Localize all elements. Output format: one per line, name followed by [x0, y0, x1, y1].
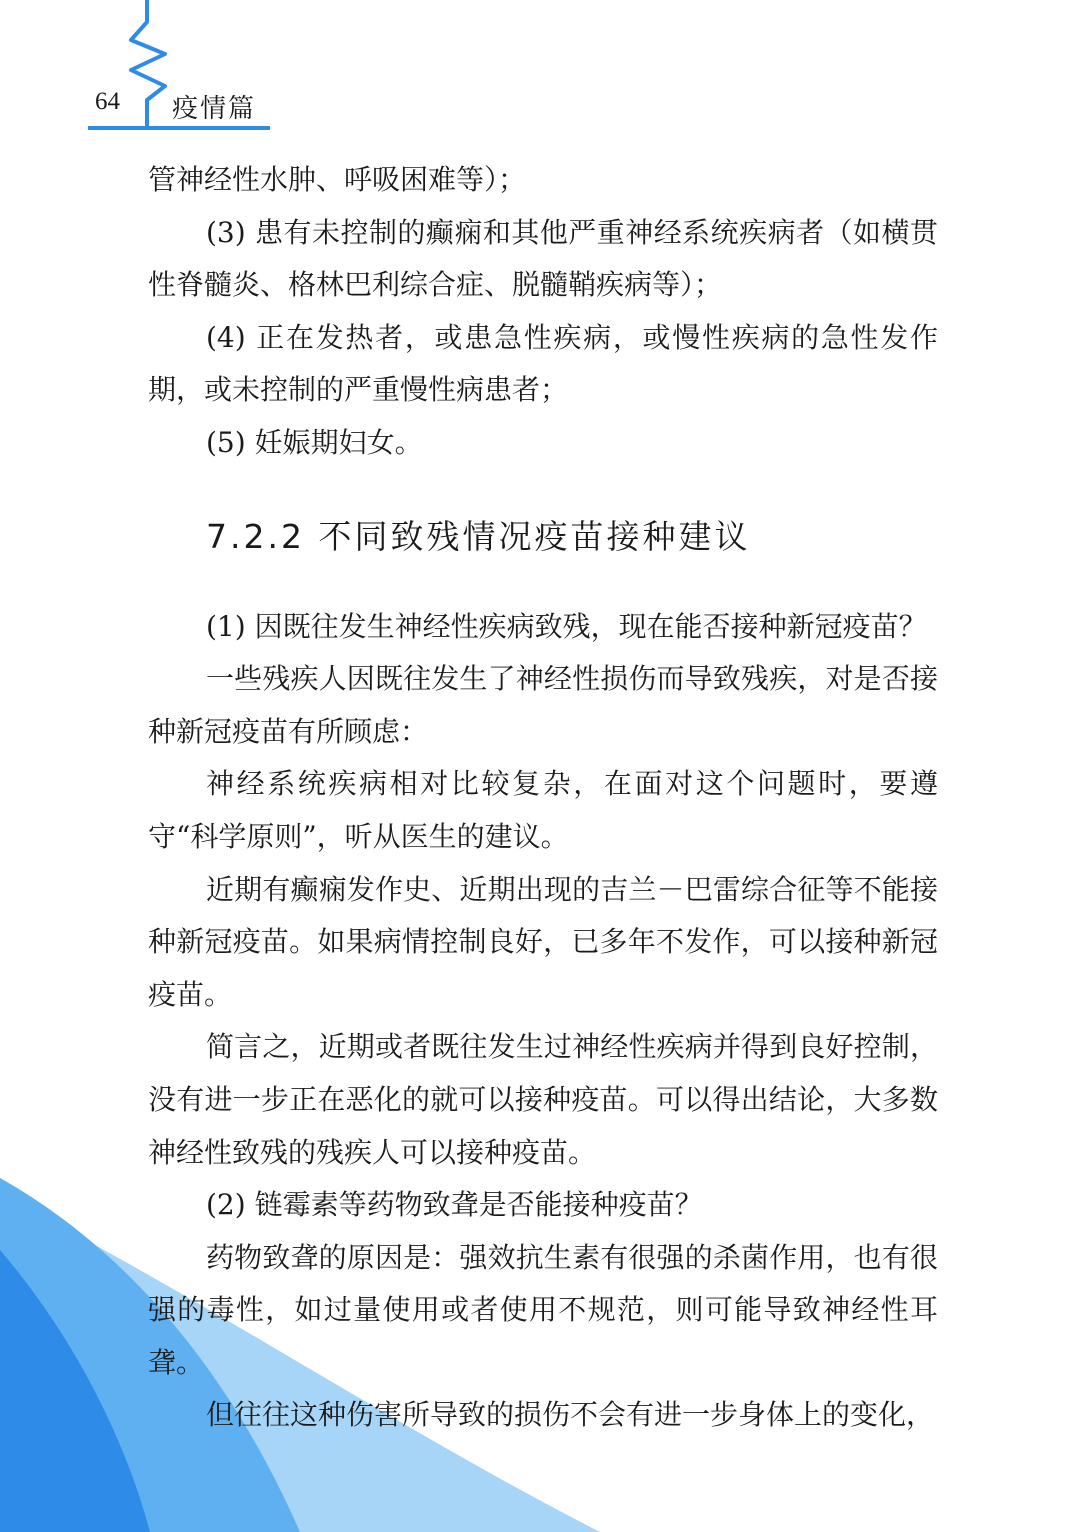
header-zigzag-line — [131, 0, 165, 128]
running-header-title: 疫情篇 — [172, 94, 257, 124]
page-body — [148, 154, 938, 1442]
paragraph: 近期有癫痫发作史、近期出现的吉兰－巴雷综合征等不能接种新冠疫苗。如果病情控制良好，已多年不发作，可以接种新冠疫苗。 — [148, 872, 938, 1011]
paragraph: 一些残疾人因既往发生了神经性损伤而导致残疾，对是否接种新冠疫苗有所顾虑： — [148, 662, 938, 748]
list-item: (3) 患有未控制的癫痫和其他严重神经系统疾病者（如横贯性脊髓炎、格林巴利综合症、脱髓鞘疾病等）； — [148, 215, 938, 302]
list-item: (5) 妊娠期妇女。 — [206, 425, 423, 459]
page-number: 64 — [95, 88, 120, 115]
section-heading: 7.2.2 不同致残情况疫苗接种建议 — [206, 516, 751, 556]
list-item: (4) 正在发热者，或患急性疾病，或慢性疾病的急性发作期，或未控制的严重慢性病患者； — [148, 320, 938, 407]
paragraph: 神经系统疾病相对比较复杂，在面对这个问题时，要遵守“科学原则”，听从医生的建议。 — [148, 767, 938, 853]
paragraph: 但往往这种伤害所导致的损伤不会有进一步身体上的变化， — [206, 1398, 935, 1432]
paragraph: 管神经性水肿、呼吸困难等）； — [148, 163, 527, 196]
paragraph: 药物致聋的原因是：强效抗生素有很强的杀菌作用，也有很强的毒性，如过量使用或者使用不规范，则可能导致神经性耳聋。 — [148, 1240, 938, 1379]
question-heading: (1) 因既往发生神经性疾病致残，现在能否接种新冠疫苗？ — [206, 609, 927, 643]
paragraph: 简言之，近期或者既往发生过神经性疾病并得到良好控制，没有进一步正在恶化的就可以接种疫苗。可以得出结论，大多数神经性致残的残疾人可以接种疫苗。 — [148, 1030, 938, 1169]
question-heading: (2) 链霉素等药物致聋是否能接种疫苗？ — [206, 1188, 703, 1222]
